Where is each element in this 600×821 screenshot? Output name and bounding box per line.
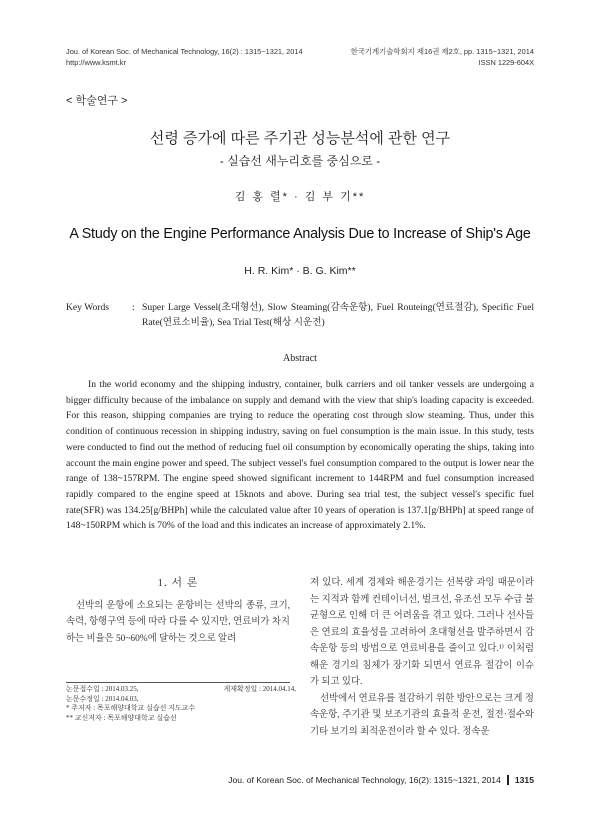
paper-title-english: A Study on the Engine Performance Analysis Due to Increase of Ship's Age	[69, 226, 531, 242]
footnote-divider	[66, 682, 290, 683]
keywords-label: Key Words	[66, 302, 110, 313]
abstract-heading: Abstract	[283, 353, 317, 364]
footer-citation: Jou. of Korean Soc. of Mechanical Technology, 16(2): 1315~1321, 2014	[228, 775, 501, 785]
section-heading-introduction: 1. 서 론	[157, 577, 199, 589]
footnote-revised: 논문수정일 : 2014.04.03,	[66, 694, 139, 703]
footnote-author1: * 주저자 : 목포해양대학교 실습선 지도교수	[66, 704, 196, 713]
journal-header-left	[66, 47, 303, 68]
journal-citation-ko: 한국기계기술학회지 제16권 제2호, pp. 1315~1321, 2014	[350, 47, 534, 56]
section-tag: < 학술연구 >	[66, 95, 128, 107]
journal-url[interactable]: http://www.ksmt.kr	[66, 57, 126, 67]
footer-divider	[507, 775, 509, 785]
intro-left-column	[66, 575, 290, 647]
authors-korean: 김 홍 렬* · 김 부 기**	[234, 191, 366, 203]
footnote-received: 논문접수일 : 2014.03.25,	[66, 685, 139, 693]
issn: ISSN 1229-604X	[478, 57, 534, 67]
paper-title-korean: 선령 증가에 따른 주기관 성능분석에 관한 연구	[149, 130, 451, 147]
footnotes	[66, 685, 296, 723]
keywords-text: Super Large Vessel(초대형선), Slow Steaming(감속운항), Fuel Routeing(연료절감), Specific Fuel Rate(연료소비율), Sea Trial Test(해상 시운전)	[142, 302, 534, 328]
intro-paragraph-left: 선박의 운항에 소요되는 운항비는 선박의 종류, 크기, 속력, 항행구역 등에 따라 다를 수 있지만, 연료비가 차지하는 비율은 50~60%에 달하는 것으로 알려	[66, 600, 290, 644]
keywords	[66, 301, 534, 330]
keywords-colon: :	[132, 302, 135, 313]
authors-english: H. R. Kim* · B. G. Kim**	[244, 265, 356, 277]
intro-right-column	[310, 575, 534, 740]
page-footer	[228, 775, 534, 785]
paper-subtitle-korean: - 실습선 새누리호를 중심으로 -	[219, 154, 381, 168]
page-number: 1315	[514, 775, 534, 785]
footnote-accepted: 게재확정일 : 2014.04.14,	[223, 685, 296, 693]
abstract-body: In the world economy and the shipping industry, container, bulk carriers and oil tanker vessels are undergoing a bigger difficulty because of the imbalance on supply and demand with the view that ship's loading capacity is exceeded. For this reason, shipping companies are trying to reduce the operating cost through slow steaming. Thus, under this condition of continuous recession in shipping industry, saving on fuel consumption is the main issue. In this study, tests were conducted to find out the method of reducing fuel oil consumption by economically operating the ships, taking into account the main engine power and speed. The subject vessel's fuel consumption compared to the output is lower near the range of 138~157RPM. The engine speed showed significant increment to 144RPM and fuel consumption increased rapidly compared to the engine speed at 15knots and above. During sea trial test, the subject vessel's specific fuel rate(SFR) was 134.25[g/BHPh] while the calculated value after 10 years of operation is 137.1[g/BHPh] at speed range of 148~150RPM which is 70% of the load and this indicates an increase of approximately 2.1%.	[66, 379, 534, 532]
footnote-author2: ** 교신저자 : 목포해양대학교 실습선	[66, 713, 177, 722]
intro-paragraph-right-2: 선박에서 연료유를 절감하기 위한 방안으로는 크게 정속운항, 주기관 및 보조기관의 효율적 운전, 절전·절수와 기타 보기의 최적운전이라 할 수 있다. 정속운	[310, 693, 534, 737]
intro-paragraph-right-1: 져 있다. 세계 경제와 해운경기는 선복량 과잉 때문이라는 지적과 함께 컨테이너선, 벌크선, 유조선 모두 수급 불균형으로 인해 더 큰 어려움을 겪고 있다. 그러나 선사들은 연료의 효율성을 고려하여 초대형선을 발주하면서 감속운항 등의 방법으로 연료비용을 줄이고 있다.¹⁾ 이처럼 해운 경기의 침체가 장기화 되면서 연료유 절감이 이슈가 되고 있다.	[310, 578, 534, 687]
journal-header-right	[351, 47, 534, 68]
journal-citation: Jou. of Korean Soc. of Mechanical Technology, 16(2) : 1315~1321, 2014	[66, 47, 303, 56]
